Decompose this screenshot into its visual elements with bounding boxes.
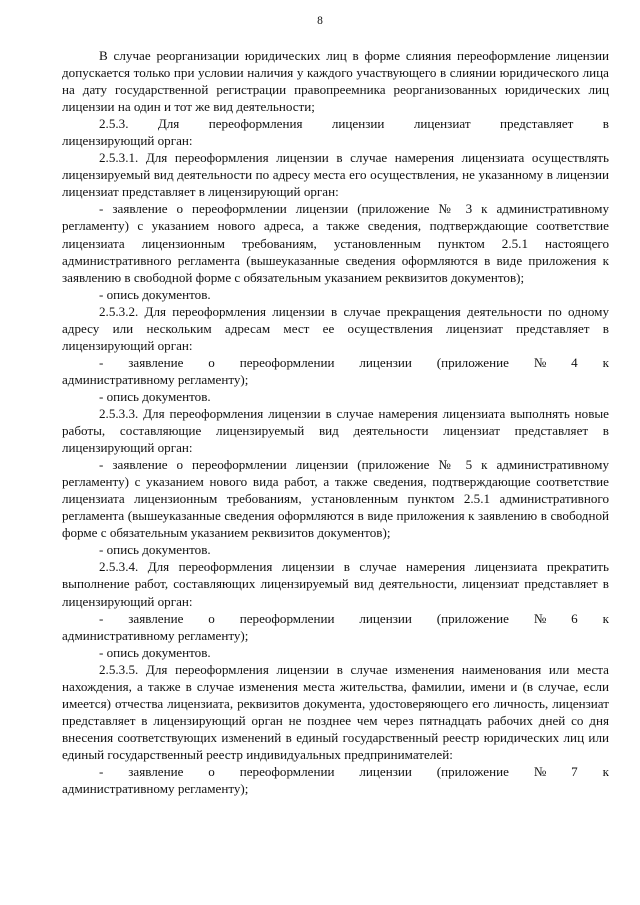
clause-word: Для xyxy=(157,116,180,132)
item-word: лицензии xyxy=(359,763,412,779)
clause-2-5-3-3: 2.5.3.3. Для переоформления лицензии в случае намерения лицензиата выполнять новые работы, составляющие лицензируемый вид деятельности лицензиат представляет в лицензирующий орган: xyxy=(62,405,609,456)
item-word: № xyxy=(533,354,547,370)
list-item-inventory: - опись документов. xyxy=(99,644,211,660)
list-item-application: - заявление о переоформлении лицензии (приложение № 5 к административному регламенту) с указанием нового вида работ, а также сведения, подтверждающие соответствие лицензиата лицензионным требованиям, установленным пунктом 2.5.1 административного регламента (вышеуказанные сведения оформляются в виде приложения к заявлению в свободной форме с обязательным указанием реквизитов документов); xyxy=(62,457,609,541)
clause-2-5-3-1: 2.5.3.1. Для переоформления лицензии в случае намерения лицензиата осуществлять лицензируемый вид деятельности по адресу места его осуществления, не указанному в лицензии лицензиат представляет в лицензирующий орган: xyxy=(62,150,609,200)
clause-2-5-3-tail: лицензирующий орган: xyxy=(62,133,193,149)
item-word: к xyxy=(602,354,609,370)
paragraph-reorganization: В случае реорганизации юридических лиц в форме слияния переоформление лицензии допускается только при условии наличия у каждого участвующего в слиянии юридического лица на дату государственной регистрации правопреемника реорганизованных юридических лиц лицензии на один и тот же вид деятельности; xyxy=(62,48,609,115)
item-word: о xyxy=(208,610,215,626)
item-word: заявление xyxy=(128,763,184,779)
item-word: лицензии xyxy=(359,354,412,370)
clause-2-5-3-heading xyxy=(62,115,609,132)
list-item-application: - заявление о переоформлении лицензии (приложение № 3 к административному регламенту) с указанием нового адреса, а также сведения, подтверждающие соответствие лицензиата лицензионным требованиям, установленным пунктом 2.5.1 настоящего административного регламента (вышеуказанные сведения оформляются в виде приложения к заявлению в свободной форме с обязательным указанием реквизитов документов); xyxy=(62,201,609,285)
item-word: заявление xyxy=(128,610,184,626)
clause-word: 2.5.3. xyxy=(99,116,129,132)
clause-2-5-3-4: 2.5.3.4. Для переоформления лицензии в случае намерения лицензиата прекратить выполнение работ, составляющих лицензируемый вид деятельности, лицензиат представляет в лицензирующий орган: xyxy=(62,559,609,609)
item-word: № xyxy=(533,610,547,626)
item-word: № xyxy=(533,763,547,779)
item-word: 7 xyxy=(571,763,578,779)
clause-word: представляет xyxy=(499,116,574,132)
item-word: 6 xyxy=(571,610,578,626)
item-word: переоформлении xyxy=(239,763,335,779)
page-number: 8 xyxy=(317,15,323,27)
clause-word: в xyxy=(602,116,609,132)
item-word: 4 xyxy=(571,354,578,370)
item-word: к xyxy=(602,763,609,779)
item-word: (приложение xyxy=(436,354,509,370)
list-item-inventory: - опись документов. xyxy=(99,388,211,404)
list-item-application-tail: административному регламенту); xyxy=(62,781,249,797)
clause-word: лицензии xyxy=(331,116,385,132)
item-word: - xyxy=(99,763,104,779)
item-word: (приложение xyxy=(436,610,509,626)
item-word: заявление xyxy=(128,354,184,370)
item-word: (приложение xyxy=(436,763,509,779)
item-word: лицензии xyxy=(359,610,412,626)
list-item-application-row xyxy=(62,763,609,780)
item-word: о xyxy=(208,763,215,779)
list-item-inventory: - опись документов. xyxy=(99,286,211,302)
item-word: к xyxy=(602,610,609,626)
item-word: - xyxy=(99,354,104,370)
document-body xyxy=(62,47,609,797)
item-word: переоформлении xyxy=(239,354,335,370)
list-item-application-tail: административному регламенту); xyxy=(62,371,249,387)
clause-2-5-3-2: 2.5.3.2. Для переоформления лицензии в случае прекращения деятельности по одному адресу или нескольким адресам мест ее осуществления лицензиат представляет в лицензирующий орган: xyxy=(62,303,609,353)
list-item-application-row xyxy=(62,354,609,371)
item-word: о xyxy=(208,354,215,370)
list-item-inventory: - опись документов. xyxy=(99,542,211,558)
list-item-application-tail: административному регламенту); xyxy=(62,627,249,643)
item-word: - xyxy=(99,610,104,626)
list-item-application-row xyxy=(62,610,609,627)
clause-2-5-3-5: 2.5.3.5. Для переоформления лицензии в случае изменения наименования или места нахождения, а также в случае изменения места жительства, фамилии, имени и (в случае, если имеется) отчества лицензиата, реквизитов документа, удостоверяющего его личность, лицензиат представляет в лицензирующий орган не позднее чем через пятнадцать рабочих дней со дня внесения соответствующих изменений в единый государственный реестр юридических лиц или единый государственный реестр индивидуальных предпринимателей: xyxy=(62,661,609,762)
clause-word: переоформления xyxy=(208,116,303,132)
clause-word: лицензиат xyxy=(413,116,471,132)
item-word: переоформлении xyxy=(239,610,335,626)
